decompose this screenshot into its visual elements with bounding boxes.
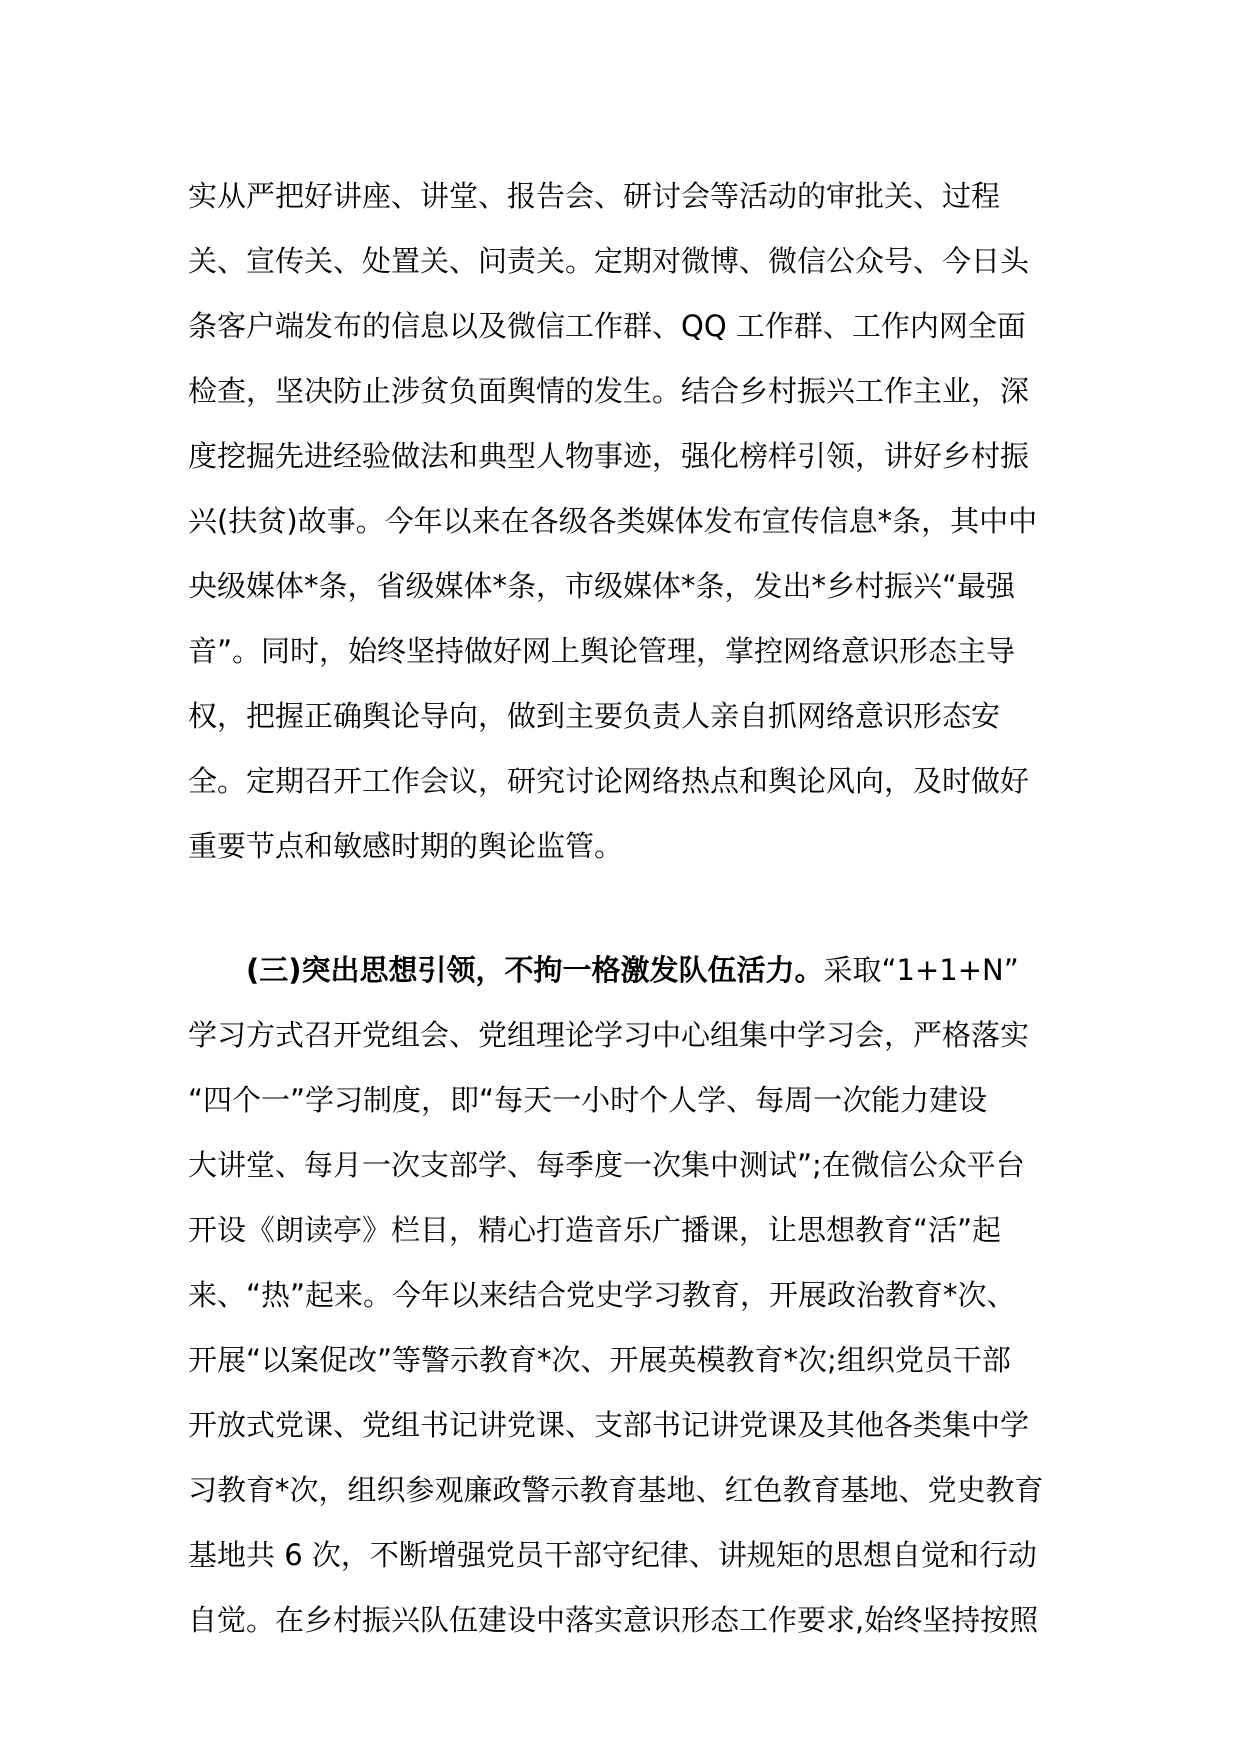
text-line: 开展“以案促改”等警示教育*次、开展英模教育*次;组织党员干部 [188,1343,1011,1377]
text-line: “四个一”学习制度，即“每天一小时个人学、每周一次能力建设 [188,1083,988,1117]
text-line: 权，把握正确舆论导向，做到主要负责人亲自抓网络意识形态安 [188,699,1001,733]
text-line: 自觉。在乡村振兴队伍建设中落实意识形态工作要求,始终坚持按照 [188,1603,1039,1637]
text-line-first [188,938,1068,1003]
text-line: 音”。同时，始终坚持做好网上舆论管理，掌控网络意识形态主导 [188,634,1016,668]
text-line: 重要节点和敏感时期的舆论监管。 [188,829,624,863]
text-line: 关、宣传关、处置关、问责关。定期对微博、微信公众号、今日头 [188,244,1030,278]
text-line: 开设《朗读亭》栏目，精心打造音乐广播课，让思想教育“活”起 [188,1213,1002,1247]
text-line: 检查，坚决防止涉贫负面舆情的发生。结合乡村振兴工作主业，深 [188,374,1030,408]
text-line: 条客户端发布的信息以及微信工作群、QQ 工作群、工作内网全面 [188,309,1026,343]
text-line: 开放式党课、党组书记讲党课、支部书记讲党课及其他各类集中学 [188,1408,1030,1442]
text-line: 全。定期召开工作会议，研究讨论网络热点和舆论风向，及时做好 [188,764,1030,798]
text-line: 央级媒体*条，省级媒体*条，市级媒体*条，发出*乡村振兴“最强 [188,569,1016,603]
text-line: 兴(扶贫)故事。今年以来在各级各类媒体发布宣传信息*条，其中中 [188,504,1038,538]
text-line: 实从严把好讲座、讲堂、报告会、研讨会等活动的审批关、过程 [188,179,1001,213]
text-line: 大讲堂、每月一次支部学、每季度一次集中测试”;在微信公众平台 [188,1148,1025,1182]
text-line: 学习方式召开党组会、党组理论学习中心组集中学习会，严格落实 [188,1018,1030,1052]
paragraph-section-three [188,938,1068,1653]
text-line: 习教育*次，组织参观廉政警示教育基地、红色教育基地、党史教育 [188,1473,1044,1507]
text-line: 度挖掘先进经验做法和典型人物事迹，强化榜样引领，讲好乡村振 [188,439,1030,473]
text-line: 基地共 6 次，不断增强党员干部守纪律、讲规矩的思想自觉和行动 [188,1538,1037,1572]
paragraph-continued [188,164,1068,879]
heading-line-rest: 采取“1+1+N” [823,953,1019,987]
section-heading: (三)突出思想引领，不拘一格激发队伍活力。 [246,953,824,987]
text-line: 来、“热”起来。今年以来结合党史学习教育，开展政治教育*次、 [188,1278,1016,1312]
